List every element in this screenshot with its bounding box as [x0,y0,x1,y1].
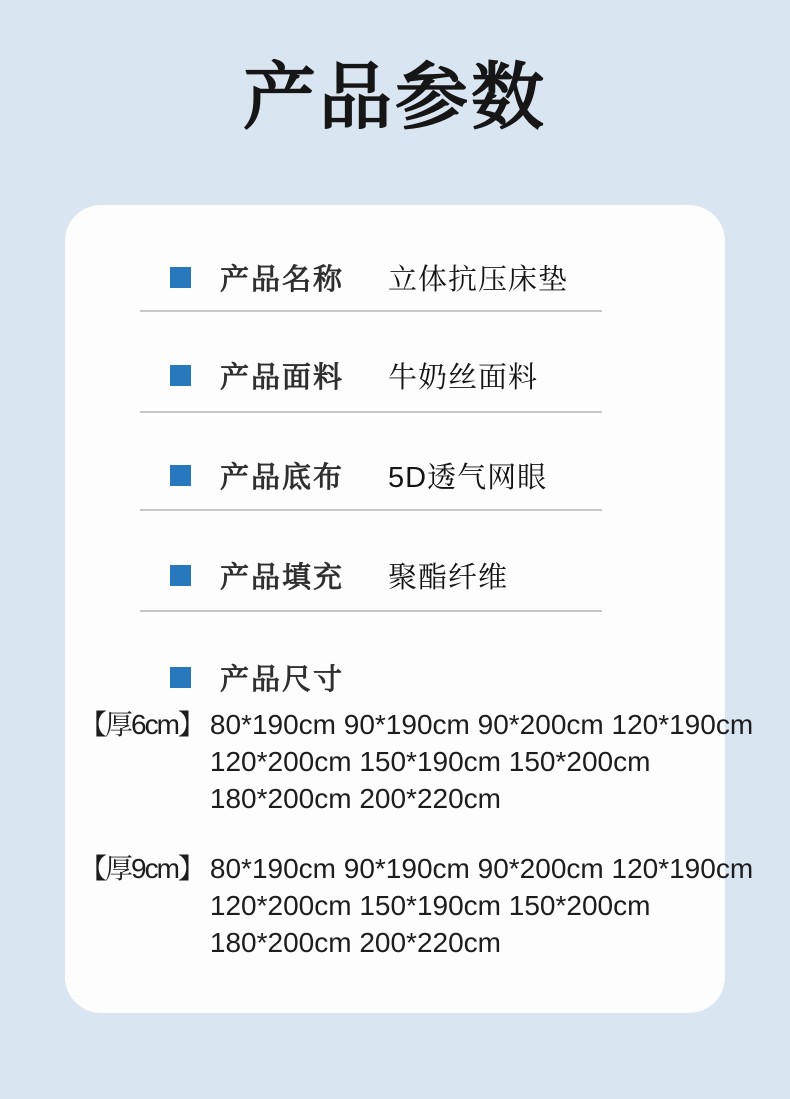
bullet-square-icon [170,667,191,688]
size-lines [210,850,753,961]
row-divider [140,310,602,312]
parameters-card [65,205,754,1013]
size-line: 80*190cm 90*190cm 90*200cm 120*190cm [209,709,754,740]
row-divider [140,411,602,413]
size-line: 180*200cm 200*220cm [209,927,501,958]
size-line: 180*200cm 200*220cm [209,783,501,814]
param-row-name [170,260,568,294]
bullet-square-icon [170,267,191,288]
size-line: 120*200cm 150*190cm 150*200cm [209,746,651,777]
param-label: 产品面料 [220,361,345,394]
size-thickness-label: 【厚6cm】 [79,709,204,740]
param-label: 产品名称 [220,263,345,296]
bullet-square-icon [170,565,191,586]
size-block-9cm [79,850,753,961]
param-row-size [170,660,388,694]
row-divider [140,610,602,612]
size-line: 80*190cm 90*190cm 90*200cm 120*190cm [209,853,754,884]
param-label: 产品尺寸 [220,663,345,696]
param-label: 产品底布 [220,461,345,494]
bullet-square-icon [170,365,191,386]
size-block-6cm [79,706,753,817]
bullet-square-icon [170,465,191,486]
param-value: 立体抗压床垫 [388,263,569,296]
page-title: 产品参数 [243,57,547,138]
param-row-filling [170,558,508,592]
param-value: 聚酯纤维 [388,561,509,594]
size-lines [210,706,753,817]
row-divider [140,509,602,511]
param-label: 产品填充 [220,561,345,594]
param-value: 5D透气网眼 [388,461,548,494]
param-value: 牛奶丝面料 [388,361,539,394]
size-line: 120*200cm 150*190cm 150*200cm [209,890,651,921]
size-thickness-label: 【厚9cm】 [79,853,204,884]
param-row-fabric [170,358,538,392]
param-row-backing [170,458,547,492]
